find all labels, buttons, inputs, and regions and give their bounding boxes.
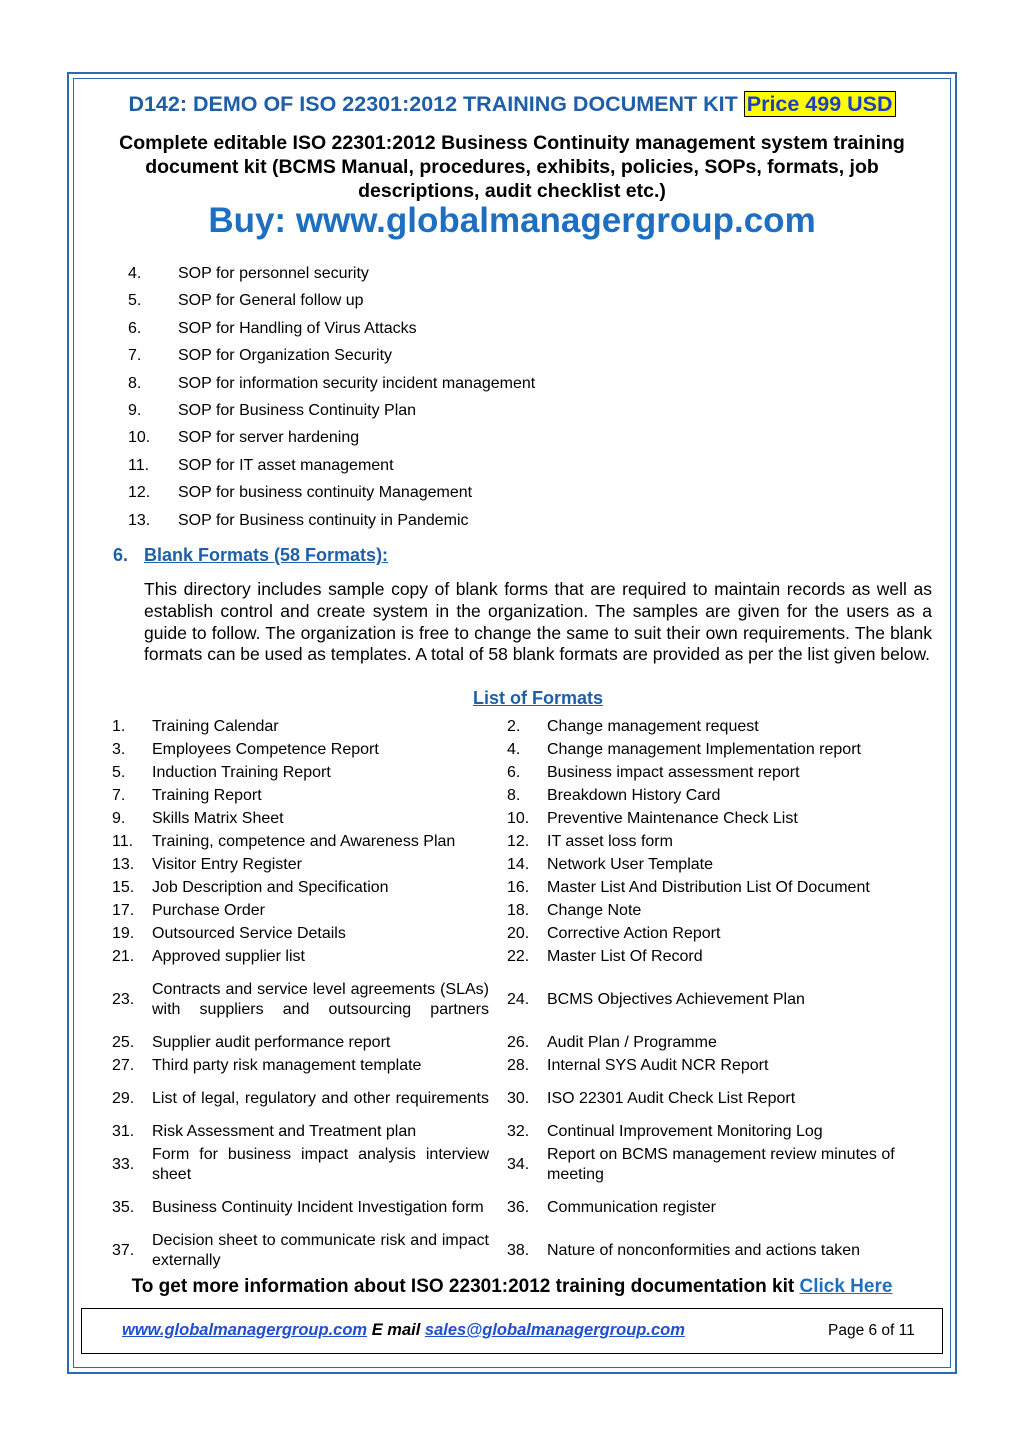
format-name: Contracts and service level agreements (SLAs) with suppliers and outsourcing partners: [152, 980, 489, 1018]
more-info-line: [80, 1276, 944, 1298]
title-text: D142: DEMO OF ISO 22301:2012 TRAINING DOCUMENT KIT: [128, 92, 738, 116]
format-cell-left: [112, 924, 507, 944]
format-name: List of legal, regulatory and other requirements: [152, 1089, 489, 1107]
format-cell-left: [112, 1033, 507, 1053]
format-cell-left: [112, 832, 507, 852]
format-number: 30.: [507, 1089, 530, 1107]
format-cell-left: [112, 980, 507, 1020]
sop-number: 11.: [128, 456, 150, 474]
format-number: 32.: [507, 1122, 530, 1140]
format-cell-right: [507, 924, 902, 944]
sop-list-item: [128, 318, 535, 345]
format-number: 20.: [507, 924, 530, 942]
format-name: Master List And Distribution List Of Document: [547, 878, 870, 896]
section-title-link[interactable]: Blank Formats (58 Formats):: [144, 545, 389, 565]
format-number: 27.: [112, 1056, 135, 1074]
format-name: Report on BCMS management review minutes of meeting: [547, 1145, 895, 1183]
footer-email-link[interactable]: sales@globalmanagergroup.com: [424, 1321, 685, 1339]
document-subtitle: [88, 131, 936, 203]
subtitle-line-1: Complete editable ISO 22301:2012 Business Continuity management system training: [119, 132, 905, 154]
format-cell-left: [112, 901, 507, 921]
format-number: 37.: [112, 1241, 135, 1259]
format-cell-right: [507, 1241, 902, 1261]
format-number: 1.: [112, 717, 126, 735]
format-row: [112, 899, 902, 922]
footer-email-label: E mail: [371, 1321, 421, 1339]
format-row: [112, 807, 902, 830]
list-of-formats-link[interactable]: List of Formats: [472, 688, 603, 708]
sop-number: 5.: [128, 292, 142, 310]
sop-list-item: [128, 455, 535, 482]
format-number: 3.: [112, 740, 126, 758]
format-row: [112, 853, 902, 876]
format-cell-right: [507, 1198, 902, 1218]
format-row: [112, 738, 902, 761]
sop-text: SOP for Business continuity in Pandemic: [178, 511, 469, 529]
format-number: 4.: [507, 740, 521, 758]
format-number: 13.: [112, 855, 135, 873]
sop-number: 4.: [128, 265, 142, 282]
format-cell-left: [112, 1145, 507, 1185]
sop-number: 6.: [128, 319, 142, 337]
section-description: This directory includes sample copy of blank forms that are required to maintain records as well as establish control and create system in the organization. The samples are given for the users as a guide to follow. The organization is free to change the same to suit their own requirements. The blank formats can be used as templates. A total of 58 blank formats are provided as per the list given below.: [144, 579, 932, 665]
format-number: 17.: [112, 901, 135, 919]
format-name: Network User Template: [547, 855, 713, 873]
format-cell-left: [112, 878, 507, 898]
format-cell-right: [507, 1145, 902, 1185]
format-number: 10.: [507, 809, 530, 827]
format-row: [112, 1054, 902, 1077]
format-name: Third party risk management template: [152, 1056, 422, 1074]
format-number: 31.: [112, 1122, 135, 1140]
format-row: [112, 1077, 902, 1120]
sop-list-item: [128, 263, 535, 290]
format-cell-left: [112, 786, 507, 806]
footer-website-link[interactable]: www.globalmanagergroup.com: [122, 1321, 368, 1339]
format-cell-left: [112, 717, 507, 737]
format-name: Breakdown History Card: [547, 786, 721, 804]
format-number: 22.: [507, 947, 530, 965]
format-row: [112, 715, 902, 738]
format-cell-right: [507, 786, 902, 806]
format-row: [112, 830, 902, 853]
format-cell-right: [507, 947, 902, 967]
format-name: Training Calendar: [152, 717, 279, 735]
format-cell-left: [112, 740, 507, 760]
buy-link[interactable]: Buy: www.globalmanagergroup.com: [208, 201, 816, 240]
sop-text: SOP for Business Continuity Plan: [178, 401, 417, 419]
format-number: 2.: [507, 717, 521, 735]
format-number: 33.: [112, 1155, 135, 1173]
click-here-link[interactable]: Click Here: [799, 1276, 893, 1297]
sop-list-item: [128, 400, 535, 427]
format-name: Continual Improvement Monitoring Log: [547, 1122, 823, 1140]
sop-list-item: [128, 427, 535, 454]
format-row: [112, 876, 902, 899]
sop-text: SOP for personnel security: [178, 265, 369, 282]
sop-list-item: [128, 482, 535, 509]
format-row: [112, 945, 902, 968]
format-row: [112, 1229, 902, 1272]
format-cell-left: [112, 1056, 507, 1076]
format-name: Visitor Entry Register: [152, 855, 302, 873]
format-number: 25.: [112, 1033, 135, 1051]
format-name: ISO 22301 Audit Check List Report: [547, 1089, 796, 1107]
format-name: Supplier audit performance report: [152, 1033, 391, 1051]
format-number: 28.: [507, 1056, 530, 1074]
sop-text: SOP for business continuity Management: [178, 484, 473, 502]
format-name: Master List Of Record: [547, 947, 703, 965]
sop-text: SOP for information security incident management: [178, 374, 536, 392]
sop-list-item: [128, 510, 535, 537]
format-number: 6.: [507, 763, 521, 781]
format-cell-right: [507, 1089, 902, 1109]
format-cell-right: [507, 990, 902, 1010]
sop-list-item: [128, 373, 535, 400]
format-row: [112, 1031, 902, 1054]
sop-number: 7.: [128, 347, 142, 365]
section-number: 6.: [113, 545, 129, 565]
format-cell-left: [112, 763, 507, 783]
format-cell-left: [112, 1089, 507, 1109]
format-number: 15.: [112, 878, 135, 896]
format-name: Decision sheet to communicate risk and impact externally: [152, 1231, 489, 1269]
format-number: 16.: [507, 878, 530, 896]
format-cell-right: [507, 1122, 902, 1142]
format-cell-right: [507, 740, 902, 760]
format-number: 8.: [507, 786, 521, 804]
sop-text: SOP for IT asset management: [178, 456, 394, 474]
format-number: 11.: [112, 832, 134, 850]
format-cell-right: [507, 901, 902, 921]
format-row: [112, 1120, 902, 1143]
format-cell-left: [112, 947, 507, 967]
format-cell-left: [112, 855, 507, 875]
format-name: Induction Training Report: [152, 763, 331, 781]
subtitle-line-2: document kit (BCMS Manual, procedures, exhibits, policies, SOPs, formats, job: [145, 156, 879, 178]
document-title: [80, 92, 944, 117]
format-name: BCMS Objectives Achievement Plan: [547, 990, 805, 1008]
format-name: Purchase Order: [152, 901, 265, 919]
sop-text: SOP for General follow up: [178, 292, 364, 310]
format-name: Communication register: [547, 1198, 716, 1216]
format-number: 14.: [507, 855, 530, 873]
format-name: Change management request: [547, 717, 759, 735]
format-name: Business impact assessment report: [547, 763, 800, 781]
subtitle-line-3: descriptions, audit checklist etc.): [358, 180, 666, 202]
format-cell-right: [507, 1033, 902, 1053]
format-cell-right: [507, 763, 902, 783]
sop-number: 9.: [128, 401, 142, 419]
format-name: Job Description and Specification: [152, 878, 389, 896]
more-info-text: To get more information about ISO 22301:2012 training documentation kit: [131, 1276, 795, 1297]
format-cell-right: [507, 878, 902, 898]
format-number: 26.: [507, 1033, 530, 1051]
format-number: 7.: [112, 786, 126, 804]
format-number: 9.: [112, 809, 126, 827]
format-cell-right: [507, 717, 902, 737]
sop-number: 8.: [128, 374, 142, 392]
page-number: Page 6 of 11: [828, 1322, 915, 1339]
format-name: Outsourced Service Details: [152, 924, 346, 942]
format-cell-right: [507, 809, 902, 829]
format-row: [112, 1186, 902, 1229]
format-number: 35.: [112, 1198, 135, 1216]
format-name: Internal SYS Audit NCR Report: [547, 1056, 769, 1074]
sop-number: 13.: [128, 511, 151, 529]
format-cell-right: [507, 832, 902, 852]
format-name: Nature of nonconformities and actions taken: [547, 1241, 861, 1259]
format-name: Change management Implementation report: [547, 740, 861, 758]
format-name: Training Report: [152, 786, 262, 804]
format-name: Business Continuity Incident Investigation form: [152, 1198, 484, 1216]
format-number: 18.: [507, 901, 530, 919]
footer-contact: [122, 1321, 685, 1340]
format-number: 5.: [112, 763, 126, 781]
format-name: Audit Plan / Programme: [547, 1033, 717, 1051]
format-name: Preventive Maintenance Check List: [547, 809, 798, 827]
format-cell-left: [112, 1231, 507, 1271]
format-cell-left: [112, 809, 507, 829]
format-number: 38.: [507, 1241, 530, 1259]
sop-list-item: [128, 345, 535, 372]
sop-list: [128, 263, 535, 537]
format-number: 34.: [507, 1155, 530, 1173]
format-name: Change Note: [547, 901, 642, 919]
sop-text: SOP for Handling of Virus Attacks: [178, 319, 417, 337]
formats-table: [112, 715, 902, 1272]
format-number: 29.: [112, 1089, 135, 1107]
format-row: [112, 761, 902, 784]
format-cell-left: [112, 1198, 507, 1218]
sop-number: 12.: [128, 484, 151, 502]
sop-list-item: [128, 290, 535, 317]
format-row: [112, 1143, 902, 1186]
section-heading: [113, 545, 388, 566]
format-name: Approved supplier list: [152, 947, 305, 965]
format-name: Risk Assessment and Treatment plan: [152, 1122, 417, 1140]
price-badge: Price 499 USD: [744, 91, 896, 117]
format-cell-right: [507, 1056, 902, 1076]
format-name: Skills Matrix Sheet: [152, 809, 284, 827]
format-name: Training, competence and Awareness Plan: [152, 832, 456, 850]
format-number: 36.: [507, 1198, 530, 1216]
format-name: Corrective Action Report: [547, 924, 721, 942]
sop-number: 10.: [128, 429, 151, 447]
format-name: Form for business impact analysis interview sheet: [152, 1145, 489, 1183]
format-name: Employees Competence Report: [152, 740, 379, 758]
format-number: 24.: [507, 990, 530, 1008]
format-number: 23.: [112, 990, 135, 1008]
format-cell-left: [112, 1122, 507, 1142]
format-name: IT asset loss form: [547, 832, 673, 850]
format-number: 19.: [112, 924, 135, 942]
sop-text: SOP for server hardening: [178, 429, 360, 447]
format-cell-right: [507, 855, 902, 875]
format-row: [112, 922, 902, 945]
sop-text: SOP for Organization Security: [178, 347, 393, 365]
format-number: 12.: [507, 832, 530, 850]
format-row: [112, 784, 902, 807]
format-number: 21.: [112, 947, 135, 965]
format-row: [112, 968, 902, 1031]
